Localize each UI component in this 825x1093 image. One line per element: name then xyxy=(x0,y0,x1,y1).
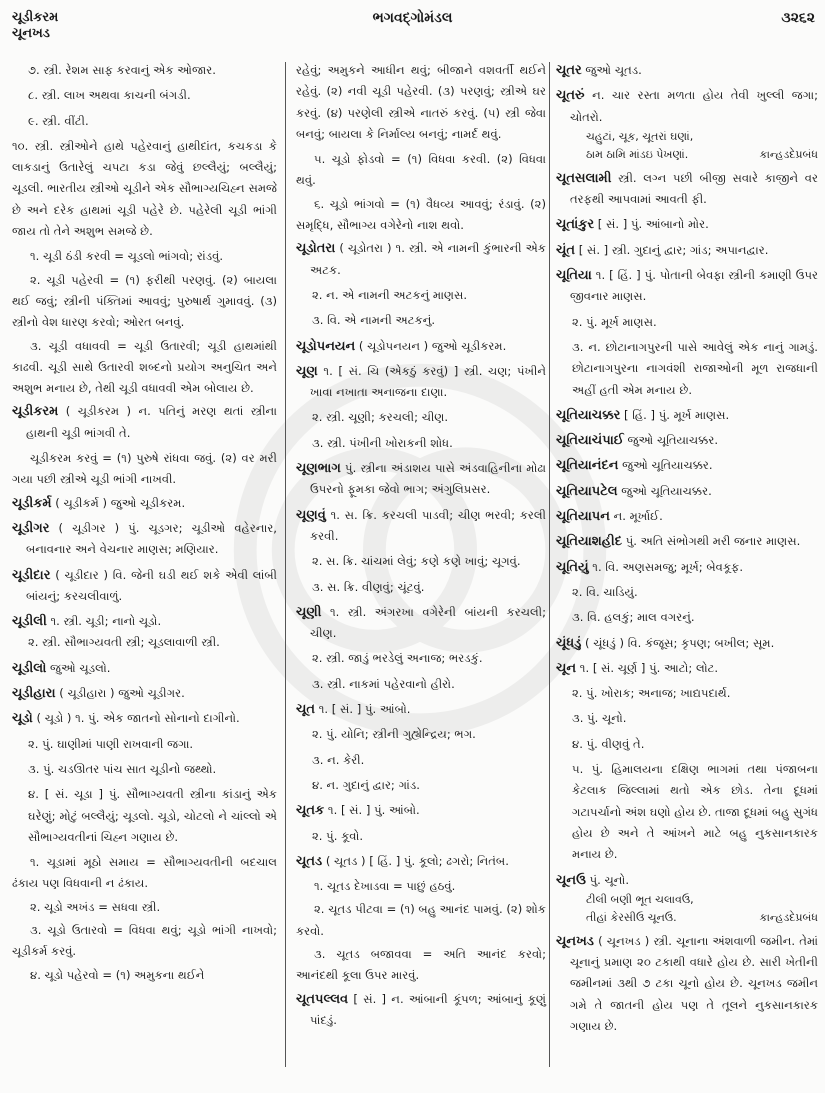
headword: ચૂનઉ xyxy=(556,872,586,888)
quote-line: ટીલી બણી ભૂત ચલાવઉ, xyxy=(586,892,694,906)
dictionary-entry xyxy=(296,238,546,281)
dictionary-entry xyxy=(556,531,818,552)
definition: ૧. વિ. અણસમજુ; મૂર્ખ; બેવકૂફ. xyxy=(588,559,744,574)
idiom: ૧. ચૂતડ દેખાડવા = પાછું હઠવું. xyxy=(314,879,456,894)
dictionary-entry xyxy=(556,633,818,654)
headword: ચૂતિયા xyxy=(556,268,592,284)
sense: ૫. પું. હિમાલયના દક્ષિણ ભાગમાં તથા પંજાબના કેટલાક જિલ્લામાં થતો એક છોડ. તેના દૂધમાં ગટાપર્ચાનો અંશ ઘણો હોય છે. તાજા દૂધમાં બહુ સુગંધ હોય છે અને તે આંખને માટે બહુ નુકસાનકારક મનાય છે. xyxy=(572,762,818,862)
headword: ચૂડોપનયન xyxy=(296,338,356,354)
idiom: ૨. ચૂડી પહેરવી = (૧) ફરીથી પરણવું. (૨) બાયલા થઈ જવું; સ્ત્રીની પંક્તિમાં આવવું; પુરુષાર્થ ગુમાવવું. (૩) સ્ત્રીનો વેશ ધારણ કરવો; ઓરત બનવું. xyxy=(12,272,277,330)
definition: ( ચૂડીહારા ) જુઓ ચૂડીગર. xyxy=(55,686,185,701)
sense: ૨. સ્ત્રી. સૌભાગ્યવતી સ્ત્રી; ચૂડલાવાળી સ્ત્રી. xyxy=(28,635,220,650)
headword: ચૂતપલ્લવ xyxy=(296,991,349,1007)
headword: ચૂતિયું xyxy=(556,559,589,575)
definition: ૧. [ સં. ચૂર્ણ ] પું. આટો; લોટ. xyxy=(576,660,719,675)
sense: ૩. વિ. એ નામની અટકનું. xyxy=(312,313,436,328)
dictionary-entry xyxy=(12,518,277,561)
column-divider xyxy=(549,62,550,1067)
sense: ૨. પું. કૂવો. xyxy=(312,828,364,843)
definition: ૧. સ્ત્રી. અંગરખા વગેરેની બાંયની કરચલી; ચીણ. xyxy=(310,604,546,641)
headword: ચૂન xyxy=(556,660,577,676)
dictionary-entry xyxy=(556,85,818,128)
definition: ( ચૂડીકરમ ) ન. પતિનું મરણ થતાં સ્ત્રીના હાથની ચૂડી ભાંગવી તે. xyxy=(26,404,277,440)
sense: ૩. પું. ચૂનો. xyxy=(572,711,627,726)
definition: ૧. સ્ત્રી. ચૂડી; નાનો ચૂડો. xyxy=(46,614,162,629)
dictionary-entry xyxy=(296,851,546,872)
dictionary-entry xyxy=(556,870,818,891)
definition: [ સં. ] ન. આંબાની કૂંપળ; આંબાનું કૂણું પાંદડું. xyxy=(310,991,546,1027)
headword: ચૂડીલી xyxy=(12,614,47,630)
dictionary-entry xyxy=(296,361,546,404)
headword: ચૂડીગર xyxy=(12,520,50,536)
headword: ચૂણવું xyxy=(296,507,326,523)
quote-source: કાન્હડદેપ્રબંધ xyxy=(759,147,818,161)
sense: ૧૦. સ્ત્રી. સ્ત્રીઓને હાથે પહેરવાનું હાથીદાંત, કચકડા કે લાકડાનું ઉતારેલું ચપટા કડા જેવું છલ્લૈયું; બલ્લૈયું; ચૂડલી. ભારતીય સ્ત્રીઓ ચૂડીને એક સૌભાગ્યચિહ્ન સમજે છે અને દરેક હાથમાં ચૂડી પહેરે છે. પહેરેલી ચૂડી ભાંગી જાય તો તેને અશુભ સમજે છે. xyxy=(12,138,277,239)
dictionary-entry xyxy=(12,683,277,704)
idiom: ૧. ચૂડી ઠંડી કરવી = ચૂડલો ભાંગવો; રાંડવું. xyxy=(30,249,223,264)
dictionary-entry xyxy=(556,430,818,451)
sense: ૨. સ્ત્રી. જાડું ભરડેલું અનાજ; ભરડકું. xyxy=(312,651,483,666)
dictionary-entry xyxy=(12,708,277,729)
sense: ૩. સ. ક્રિ. વીણવું; ચૂંટવું. xyxy=(312,579,425,594)
dictionary-entry xyxy=(296,336,546,357)
dictionary-entry xyxy=(556,240,818,261)
headword: ચૂડીહારા xyxy=(12,686,56,702)
headword: ચૂંત xyxy=(556,242,576,258)
definition: ૧. [ હિં. ] પું. પોતાની બેવફા સ્ત્રીની કમાણી ઉપર જીવનાર માણસ. xyxy=(570,268,818,304)
definition: સ્ત્રી. લગ્ન પછી બીજી સવારે કાજીને વર તરફથી આપવામાં આવતી ફી. xyxy=(570,170,818,207)
definition: ( ચૂતડ ) [ હિં. ] પું. કૂલો; ઢગરો; નિતંબ. xyxy=(322,853,509,868)
definition: [ સં. ] સ્ત્રી. ગુદાનું દ્વાર; ગાંડ; અપાનદ્વાર. xyxy=(575,242,769,257)
dictionary-entry xyxy=(296,989,546,1032)
dictionary-entry xyxy=(556,557,818,578)
definition: ( ચૂનખડ ) સ્ત્રી. ચૂનાના અંશવાળી જમીન. તેમાં ચૂનાનું પ્રમાણ ૨૦ ટકાથી વધારે હોય છે. સારી ખેતીની જમીનમાં ૩થી ૭ ટકા ચૂનો હોય છે. ચૂનખડ જમીન ગમે તે જાતની હોય પણ તે તૂલને નુકસાનકારક ગણાય છે. xyxy=(570,933,818,1033)
sense: ૨. ન. એ નામની અટકનું માણસ. xyxy=(312,287,468,302)
sense: ૩. ન. છોટાનાગપુરની પાસે આવેલું એક નાનું ગામડું. છોટાનાગપુરના નાગવંશી રાજાઓની મૂળ રાજધાની અહીં હતી એમ મનાય છે. xyxy=(572,339,818,397)
definition: ૧. સ. ક્રિ. કરચલી પાડવી; ચીણ ભરવી; કરલી કરવી. xyxy=(310,507,546,543)
definition: ન. ચાર રસ્તા મળતા હોય તેવી ખુલ્લી જગા; ચોતરો. xyxy=(570,88,818,124)
quote-line: ચહુટાં, ચૂક, ચૂતરાં ઘણાં, xyxy=(586,129,694,143)
definition: ( ચૂડીકર્મ ) જુઓ ચૂડીકરમ. xyxy=(51,495,186,510)
sense: ૪. ન. ગુદાનું દ્વાર; ગાંડ. xyxy=(312,777,420,792)
dictionary-entry xyxy=(12,493,277,514)
dictionary-entry xyxy=(556,658,818,679)
quote-line: તીહાં કેરસીઉ ચૂનઉ. કાન્હડદેપ્રબંધ xyxy=(586,909,818,927)
dictionary-entry xyxy=(12,658,277,679)
headword: ચૂતક xyxy=(296,803,325,819)
definition: ૧. [ સં. ચિ (એકઠું કરવું) ] સ્ત્રી. ચણ; પંખીને ખાવા નખાતા અનાજના દાણા. xyxy=(310,363,546,400)
dictionary-entry xyxy=(556,506,818,527)
headword: ચૂડો xyxy=(12,711,33,727)
headword: ચૂડીકરમ xyxy=(12,404,59,420)
sense: ૩. વિ. હલકું; માલ વગરનું. xyxy=(572,610,695,625)
sense: ૪. પું. વીણવું તે. xyxy=(572,736,645,751)
sense: ૨. પું. ખોરાક; અનાજ; ખાદ્યપદાર્થ. xyxy=(572,686,731,701)
definition: પું. ચૂનો. xyxy=(585,872,629,887)
dictionary-entry xyxy=(556,168,818,211)
idiom: ચૂડીકરમ કરવું = (૧) પુરુષે રાંધવા જવું. (૨) વર મરી ગયા પછી સ્ત્રીએ ચૂડી ભાંગી નાખવી. xyxy=(12,451,277,487)
dictionary-entry xyxy=(556,214,818,235)
dictionary-entry xyxy=(296,699,546,720)
headword: ચૂતિયાપન xyxy=(556,509,610,525)
sense: ૮. સ્ત્રી. લાખ અથવા કાચની બંગડી. xyxy=(28,88,191,103)
dictionary-entry xyxy=(556,60,818,81)
headword: ચૂતિયાચંપાઈ xyxy=(556,433,624,449)
definition: જુઓ ચૂતિયાચક્કર. xyxy=(617,483,712,498)
dictionary-entry xyxy=(12,565,277,608)
definition: ૧. [ સં. ] પું. આંબો. xyxy=(315,702,411,717)
sense-continued: રહેવું; અમુકને આધીન થવું; બીજાને વશવર્તી થઈને રહેવું. (૨) નવી ચૂડી પહેરવી. (૩) પરણવું; સ્ત્રીએ ઘર કરવું. (૪) પરણેલી સ્ત્રીએ નાતરું કરવું. (૫) સ્ત્રી જેવા બનવું; બાયલા કે નિર્માલ્ય બનવું; નામર્દ થવું. xyxy=(296,63,546,141)
idiom: ૧. ચૂડામાં મૂઠો સમાય = સૌભાગ્યવતીની બદચાલ ઢંકાય પણ વિધવાની ન ઢંકાય. xyxy=(12,855,277,891)
headword: ચૂતિયાચક્કર xyxy=(556,407,621,423)
dictionary-entry xyxy=(556,405,818,426)
page-number: ૩૨૬૨ xyxy=(781,10,815,26)
headword: ચૂતાંકુર xyxy=(556,217,595,233)
headword: ચૂતડ xyxy=(296,853,323,869)
dictionary-entry xyxy=(12,611,277,632)
definition: ( ચૂડોતરા ) ૧. સ્ત્રી. એ નામની કુંભારની એક અટક. xyxy=(310,241,546,277)
idiom: ૬. ચૂડો ભાંગવો = (૧) વૈધવ્ય આવવું; રંડાવું. (૨) સમૃદ્ધિ, સૌભાગ્ય વગેરેનો નાશ થવો. xyxy=(296,196,546,233)
dictionary-entry xyxy=(556,481,818,502)
definition: પું. સ્ત્રીના અંડાશય પાસે અંડવાહિનીના મોઢા ઉપરનો ફૂમકા જેવો ભાગ; અંગુલિપ્રસર. xyxy=(310,461,546,497)
sense: ૨. પું. મૂર્ખ માણસ. xyxy=(572,314,657,329)
idiom: ૩. ચૂડી વધાવવી = ચૂડી ઉતારવી; ચૂડી હાથમાંથી કાઢવી. ચૂડી સાથે ઉતારવી શબ્દનો પ્રયોગ અનુચિત અને અશુભ મનાય છે, તેથી ચૂડી વધાવવી એમ બોલાય છે. xyxy=(12,338,277,396)
sense: ૭. સ્ત્રી. રેશમ સાફ કરવાનું એક ઓજાર. xyxy=(28,63,216,77)
book-title: ભગવદ્ગોમંડલ xyxy=(372,10,453,26)
definition: ( ચૂડીગર ) પું. ચૂડગર; ચૂડીઓ વહેરનાર, બનાવનાર અને વેચનાર માણસ; મણિયાર. xyxy=(26,520,277,557)
guide-word-last: ચૂનખડ xyxy=(12,26,50,41)
definition: ન. મૂર્ખાઈ. xyxy=(609,509,663,524)
headword: ચૂણ xyxy=(296,363,318,379)
dictionary-entry xyxy=(296,602,546,645)
definition: ( ચૂડો ) ૧. પું. એક જાતનો સોનાનો દાગીનો. xyxy=(32,711,240,726)
headword: ચૂડોતરા xyxy=(296,241,336,257)
headword: ચૂતસલામી xyxy=(556,170,612,186)
dictionary-entry xyxy=(296,458,546,501)
quote-source: કાન્હડદેપ્રબંધ xyxy=(759,910,818,924)
dictionary-entry xyxy=(556,455,818,476)
sense: ૩. સ્ત્રી. પંખીની ખોરાકની શોધ. xyxy=(312,435,453,450)
idiom: ૪. ચૂડો પહેરવો = (૧) અમુકના થઈને xyxy=(30,967,205,982)
sense: ૨. સ્ત્રી. ચૂણી; કરચલી; ચીણ. xyxy=(312,410,449,425)
headword: ચૂડીલો xyxy=(12,660,47,676)
column-right xyxy=(556,60,818,1041)
headword: ચૂણી xyxy=(296,604,322,620)
dictionary-entry xyxy=(296,800,546,821)
definition: જુઓ ચૂતડ. xyxy=(581,63,642,77)
definition: ૧. [ સં. ] પું. આંબો. xyxy=(324,803,420,818)
definition: જુઓ ચૂડલો. xyxy=(46,660,111,675)
sense: ૨. પું. યોનિ; સ્ત્રીની ગુહ્યેન્દ્રિય; ભગ. xyxy=(312,727,476,742)
definition: ( ચૂડીદાર ) વિ. જેની ઘડી થઈ શકે એવી લાંબી બાંયનું; કરચલીવાળું. xyxy=(26,567,277,603)
headword: ચૂણભાગ xyxy=(296,461,341,477)
definition: [ સં. ] પું. આંબાનો મોર. xyxy=(594,217,709,232)
quotation xyxy=(556,891,818,927)
column-divider xyxy=(285,62,286,1067)
sense: ૩. ન. કેરી. xyxy=(312,752,365,767)
idiom: ૩. ચૂડો ઉતારવો = વિધવા થવું; ચૂડો ભાંગી નાખવો; ચૂડીકર્મ કરવું. xyxy=(12,922,277,959)
idiom: ૨. ચૂડો અખંડ = સધવા સ્ત્રી. xyxy=(30,899,161,914)
sense: ૯. સ્ત્રી. વીંટી. xyxy=(28,113,89,128)
dictionary-entry xyxy=(556,265,818,308)
sense: ૩. સ્ત્રી. નાકમાં પહેરવાનો હીરો. xyxy=(312,676,455,691)
idiom: ૩. ચૂતડ બજાવવા = અતિ આનંદ કરવો; આનંદથી કૂલા ઉપર મારવું. xyxy=(296,946,546,983)
sense: ૨. સ. ક્રિ. ચાંચમાં લેવું; કણે કણે ખાવું; ચૂગવું. xyxy=(312,554,521,569)
headword: ચૂનખડ xyxy=(556,933,594,949)
dictionary-entry xyxy=(12,401,277,444)
headword: ચૂતિયાશહીદ xyxy=(556,534,623,550)
quote-line: ઠામ ઠામિ માંડઇ પેખણાં. કાન્હડદેપ્રબંધ xyxy=(586,146,818,164)
headword: ચૂતિયાપટેલ xyxy=(556,483,618,499)
sense: ૪. [ સં. ચૂડા ] પું. સૌભાગ્યવતી સ્ત્રીના કાંડાનું એક ઘરેણું; મોટું બલ્લૈયું; ચૂડલો. ચૂડો, ચોટલો ને ચાંલ્લો એ સૌભાગ્યવતીનાં ચિહ્ન ગણાય છે. xyxy=(28,787,277,844)
definition: પું. અતિ સંભોગથી મરી જનાર માણસ. xyxy=(622,534,801,549)
headword: ચૂડીદાર xyxy=(12,567,51,583)
definition: ( ચૂડોપનયન ) જુઓ ચૂડીકરમ. xyxy=(355,338,507,353)
quotation xyxy=(556,128,818,164)
headword: ચૂત xyxy=(296,702,316,718)
headword: ચૂંધડું xyxy=(556,635,582,651)
definition: જુઓ ચૂતિયાચક્કર. xyxy=(618,458,713,473)
dictionary-entry xyxy=(296,505,546,548)
definition: જુઓ ચૂતિયાચક્કર. xyxy=(623,433,719,448)
headword: ચૂતિયાનંદન xyxy=(556,458,619,474)
column-left xyxy=(12,60,277,988)
headword: ચૂડીકર્મ xyxy=(12,495,52,511)
idiom: ૫. ચૂડો ફોડવો = (૧) વિધવા કરવી. (૨) વિધવા થવું. xyxy=(296,152,546,188)
column-middle xyxy=(296,60,546,1035)
sense: ૩. પું. ચડઊતર પાંચ સાત ચૂડીનો જથ્થો. xyxy=(28,761,217,776)
page-header xyxy=(0,0,825,50)
definition: [ હિં. ] પું. મૂર્ખ માણસ. xyxy=(620,407,730,422)
idiom: ૨. ચૂતડ પીટવા = (૧) બહુ આનંદ પામવું. (૨) શોક કરવો. xyxy=(296,902,546,938)
sense: ૨. પું. ઘાણીમાં પાણી રાખવાની જગા. xyxy=(28,736,194,751)
definition: ( ચૂંધડું ) વિ. કંજૂસ; કૃપણ; બખીલ; સૂમ. xyxy=(581,635,775,650)
sense: ૨. વિ. ચાડિયું. xyxy=(572,584,638,599)
guide-word-first: ચૂડીકરમ xyxy=(12,10,59,25)
headword: ચૂતર xyxy=(556,63,582,78)
dictionary-entry xyxy=(556,931,818,1037)
headword: ચૂતરું xyxy=(556,88,585,104)
